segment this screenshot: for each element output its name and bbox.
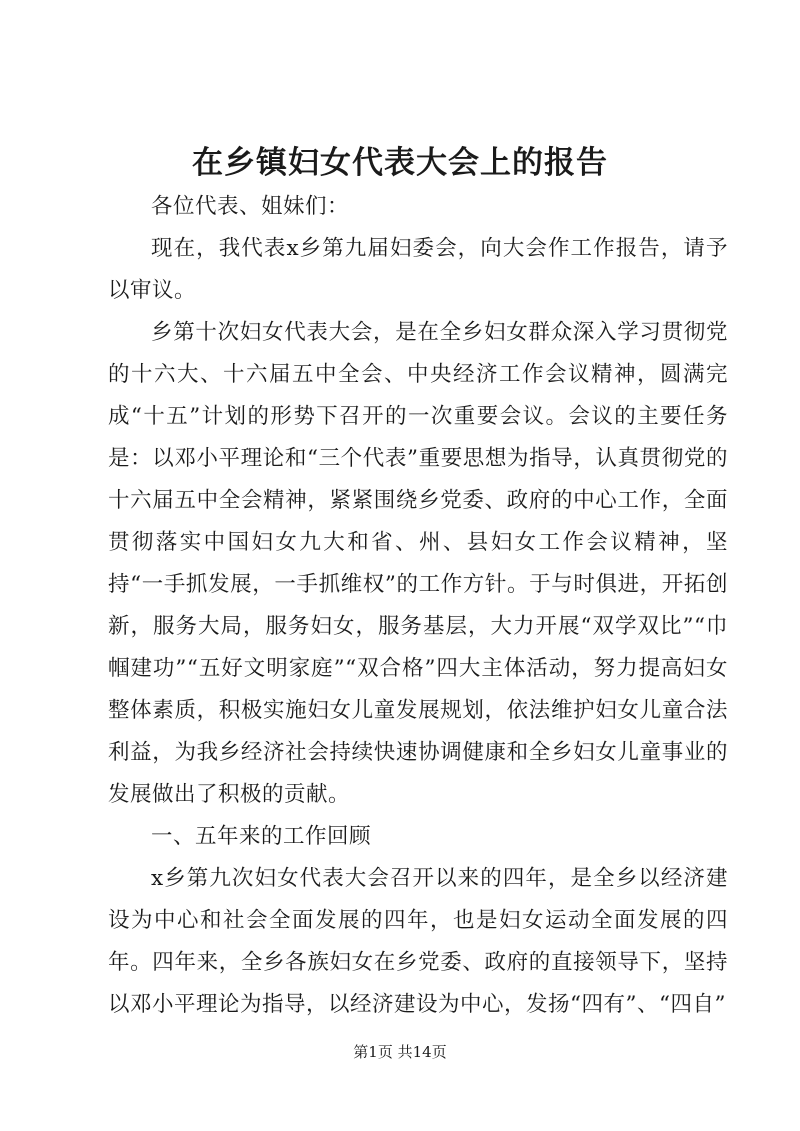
section-heading-review: 一、五年来的工作回顾 xyxy=(151,824,372,849)
page-footer xyxy=(0,1040,800,1064)
document-title: 在乡镇妇女代表大会上的报告 xyxy=(192,145,608,181)
document-body xyxy=(108,186,728,1026)
page-number-label: 第1页 共14页 xyxy=(353,1043,447,1061)
paragraph-salutation: 各位代表、姐妹们： xyxy=(151,194,350,219)
paragraph-review: x乡第九次妇女代表大会召开以来的四年，是全乡以经济建设为中心和社会全面发展的四年，也是妇女运动全面发展的四年。四年来，全乡各族妇女在乡党委、政府的直接领导下，坚持以邓小平理论为指导，以经济建设为中心，发扬“四有”、“四自” xyxy=(108,866,728,1017)
paragraph-opening: 现在，我代表x乡第九届妇委会，向大会作工作报告，请予以审议。 xyxy=(108,236,728,303)
paragraph-meeting-purpose: 乡第十次妇女代表大会，是在全乡妇女群众深入学习贯彻党的十六大、十六届五中全会、中央经济工作会议精神，圆满完成“十五”计划的形势下召开的一次重要会议。会议的主要任务是：以邓小平理论和“三个代表”重要思想为指导，认真贯彻党的十六届五中全会精神，紧紧围绕乡党委、政府的中心工作，全面贯彻落实中国妇女九大和省、州、县妇女工作会议精神，坚持“一手抓发展，一手抓维权”的工作方针。于与时俱进，开拓创新，服务大局，服务妇女，服务基层，大力开展“双学双比”“巾帼建功”“五好文明家庭”“双合格”四大主体活动，努力提高妇女整体素质，积极实施妇女儿童发展规划，依法维护妇女儿童合法利益，为我乡经济社会持续快速协调健康和全乡妇女儿童事业的发展做出了积极的贡献。 xyxy=(108,320,728,807)
